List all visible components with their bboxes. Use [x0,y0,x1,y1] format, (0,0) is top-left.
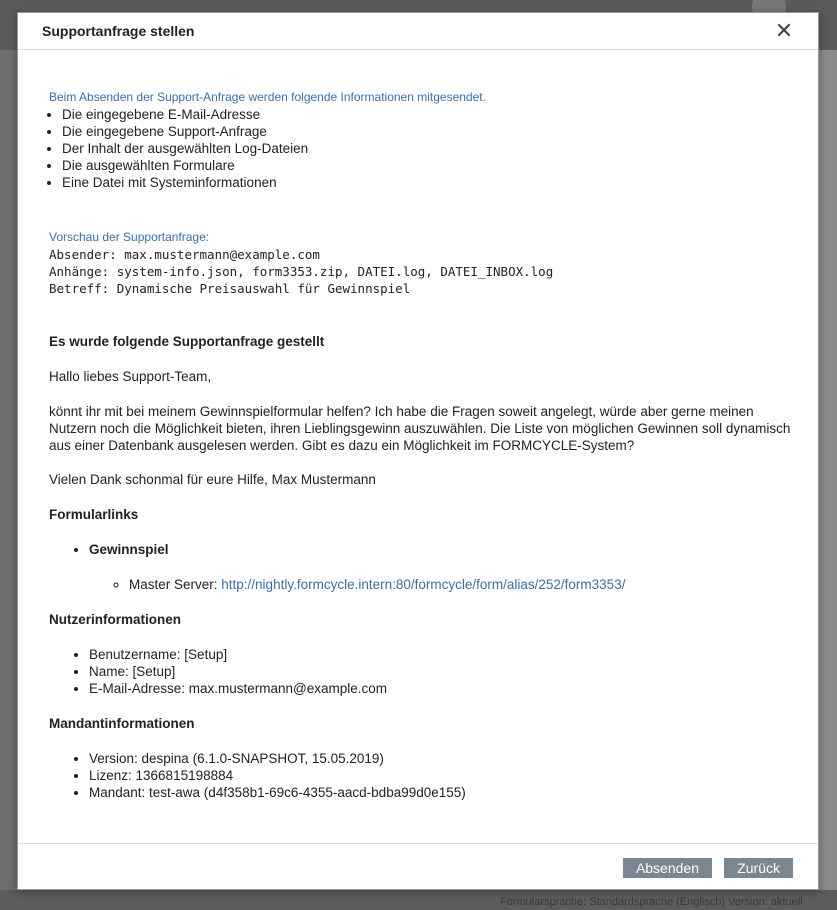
background-status-text: Formularsprache: Standardsprache (Englisch) Version: aktuell [500,896,803,908]
formlinks-heading: Formularlinks [49,507,139,522]
dialog-header [18,13,818,50]
send-button[interactable]: Absenden [623,858,712,878]
preview-subject: Betreff: Dynamische Preisauswahl für Gewinnspiel [49,281,411,296]
background-statusbar [0,890,837,910]
closing-text: Vielen Dank schonmal für eure Hilfe, Max Mustermann [49,472,376,487]
message-text: könnt ihr mit bei meinem Gewinnspielformular helfen? Ich habe die Fragen soweit angelegt, würde aber gerne meinen Nutzern noch die Möglichkeit bieten, ihren Lieblingsgewinn auszuwählen. Die Liste von möglichen Gewinnen soll dynamisch aus einer Datenbank ausgelesen werden. Gibt es dazu ein Möglichkeit im FORMCYCLE-System? [49,404,791,453]
form-item [89,541,798,593]
server-list [89,576,798,593]
server-link[interactable]: http://nightly.formcycle.intern:80/formcycle/form/alias/252/form3353/ [221,577,626,592]
info-item: • Die eingegebene Support-Anfrage [62,123,798,140]
user-info-item: • E-Mail-Adresse: max.mustermann@example.com [89,680,798,697]
user-info-item: • Name: [Setup] [89,663,798,680]
dialog-footer [18,843,818,889]
info-item: • Die eingegebene E-Mail-Adresse [62,106,798,123]
close-icon[interactable]: ✕ [774,18,794,43]
info-item: • Die ausgewählten Formulare [62,157,798,174]
info-label: Beim Absenden der Support-Anfrage werden folgende Informationen mitgesendet. [49,90,486,104]
info-item: • Der Inhalt der ausgewählten Log-Dateien [62,140,798,157]
greeting-text: Hallo liebes Support-Team, [49,369,212,384]
dialog-title: Supportanfrage stellen [42,23,195,39]
background-panel [819,50,837,910]
server-item [129,576,798,593]
support-request-dialog [17,12,819,890]
client-info-list [49,750,798,801]
info-list [49,106,798,191]
client-info-heading: Mandantinformationen [49,716,195,731]
client-info-item: • Mandant: test-awa (d4f358b1-69c6-4355-aacd-bdba99d0e155) [89,784,798,801]
dialog-body [49,51,798,841]
user-info-item: • Benutzername: [Setup] [89,646,798,663]
user-info-list [49,646,798,697]
user-info-heading: Nutzerinformationen [49,612,182,627]
preview-sender: Absender: max.mustermann@example.com [49,247,320,262]
form-name: Gewinnspiel [89,542,169,557]
back-button[interactable]: Zurück [724,858,793,878]
formlinks-list [49,541,798,593]
server-label: Master Server: [129,577,222,592]
preview-label: Vorschau der Supportanfrage: [49,230,210,244]
preview-attachments: Anhänge: system-info.json, form3353.zip, DATEI.log, DATEI_INBOX.log [49,264,554,279]
request-heading: Es wurde folgende Supportanfrage gestellt [49,334,325,349]
client-info-item: • Lizenz: 1366815198884 [89,767,798,784]
client-info-item: • Version: despina (6.1.0-SNAPSHOT, 15.05.2019) [89,750,798,767]
info-item: • Eine Datei mit Systeminformationen [62,174,798,191]
